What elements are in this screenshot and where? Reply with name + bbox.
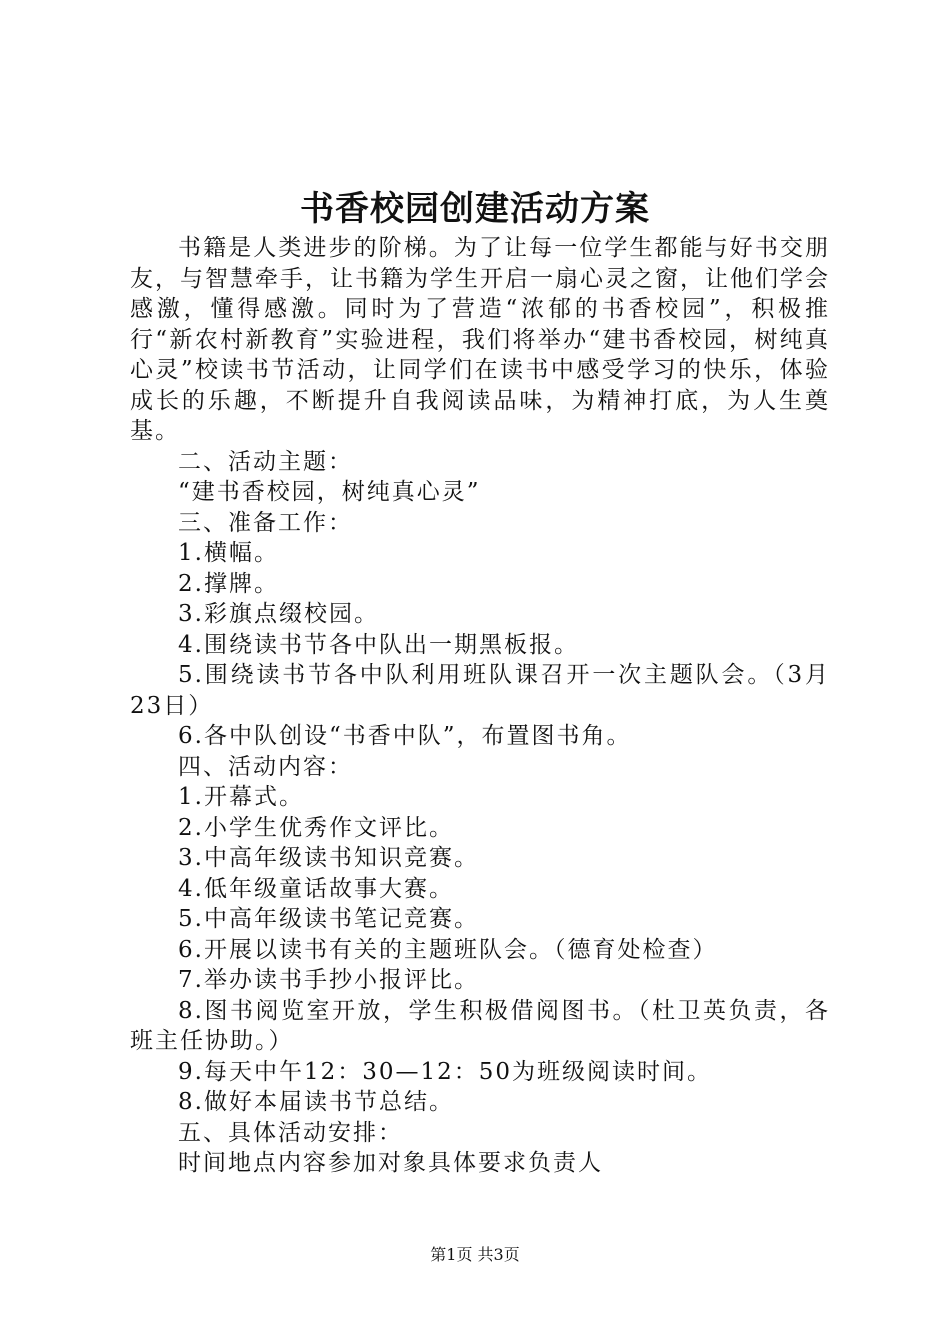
preparation-item: 1.横幅。 — [178, 540, 279, 566]
content-item: 7.举办读书手抄小报评比。 — [178, 967, 479, 993]
document-body — [130, 233, 830, 1179]
preparation-item: 5.围绕读书节各中队利用班队课召开一次主题队会。（3月23日） — [130, 662, 830, 719]
document-title: 书香校园创建活动方案 — [300, 189, 650, 229]
content-item: 8.图书阅览室开放，学生积极借阅图书。（杜卫英负责，各班主任协助。） — [130, 997, 830, 1054]
preparation-item: 3.彩旗点缀校园。 — [178, 601, 379, 627]
preparation-item: 6.各中队创设“书香中队”，布置图书角。 — [178, 723, 632, 749]
content-item: 6.开展以读书有关的主题班队会。（德育处检查） — [178, 936, 718, 963]
content-item: 5.中高年级读书笔记竞赛。 — [178, 906, 479, 932]
section-heading-content: 四、活动内容： — [178, 753, 353, 780]
preparation-item: 2.撑牌。 — [178, 570, 279, 597]
intro-paragraph: 书籍是人类进步的阶梯。为了让每一位学生都能与好书交朋友，与智慧牵手，让书籍为学生开启一扇心灵之窗，让他们学会感激，懂得感激。同时为了营造“浓郁的书香校园”，积极推行“新农村新教育”实验进程，我们将举办“建书香校园，树纯真心灵”校读书节活动，让同学们在读书中感受学习的快乐，体验成长的乐趣，不断提升自我阅读品味，为精神打底，为人生奠基。 — [130, 235, 830, 444]
section-heading-theme: 二、活动主题： — [178, 448, 353, 475]
preparation-item: 4.围绕读书节各中队出一期黑板报。 — [178, 631, 579, 658]
content-item: 4.低年级童话故事大赛。 — [178, 875, 454, 902]
schedule-header-row: 时间地点内容参加对象具体要求负责人 — [178, 1150, 603, 1176]
section-heading-preparation: 三、准备工作： — [178, 509, 353, 536]
page-footer: 第1页 共3页 — [430, 1245, 520, 1264]
section-heading-schedule: 五、具体活动安排： — [178, 1119, 403, 1146]
content-item: 2.小学生优秀作文评比。 — [178, 814, 454, 841]
content-item: 3.中高年级读书知识竞赛。 — [178, 845, 479, 871]
content-item: 8.做好本届读书节总结。 — [178, 1089, 454, 1115]
content-item: 1.开幕式。 — [178, 784, 304, 810]
theme-slogan: “建书香校园，树纯真心灵” — [178, 479, 481, 505]
content-item: 9.每天中午12：30—12：50为班级阅读时间。 — [178, 1058, 713, 1085]
